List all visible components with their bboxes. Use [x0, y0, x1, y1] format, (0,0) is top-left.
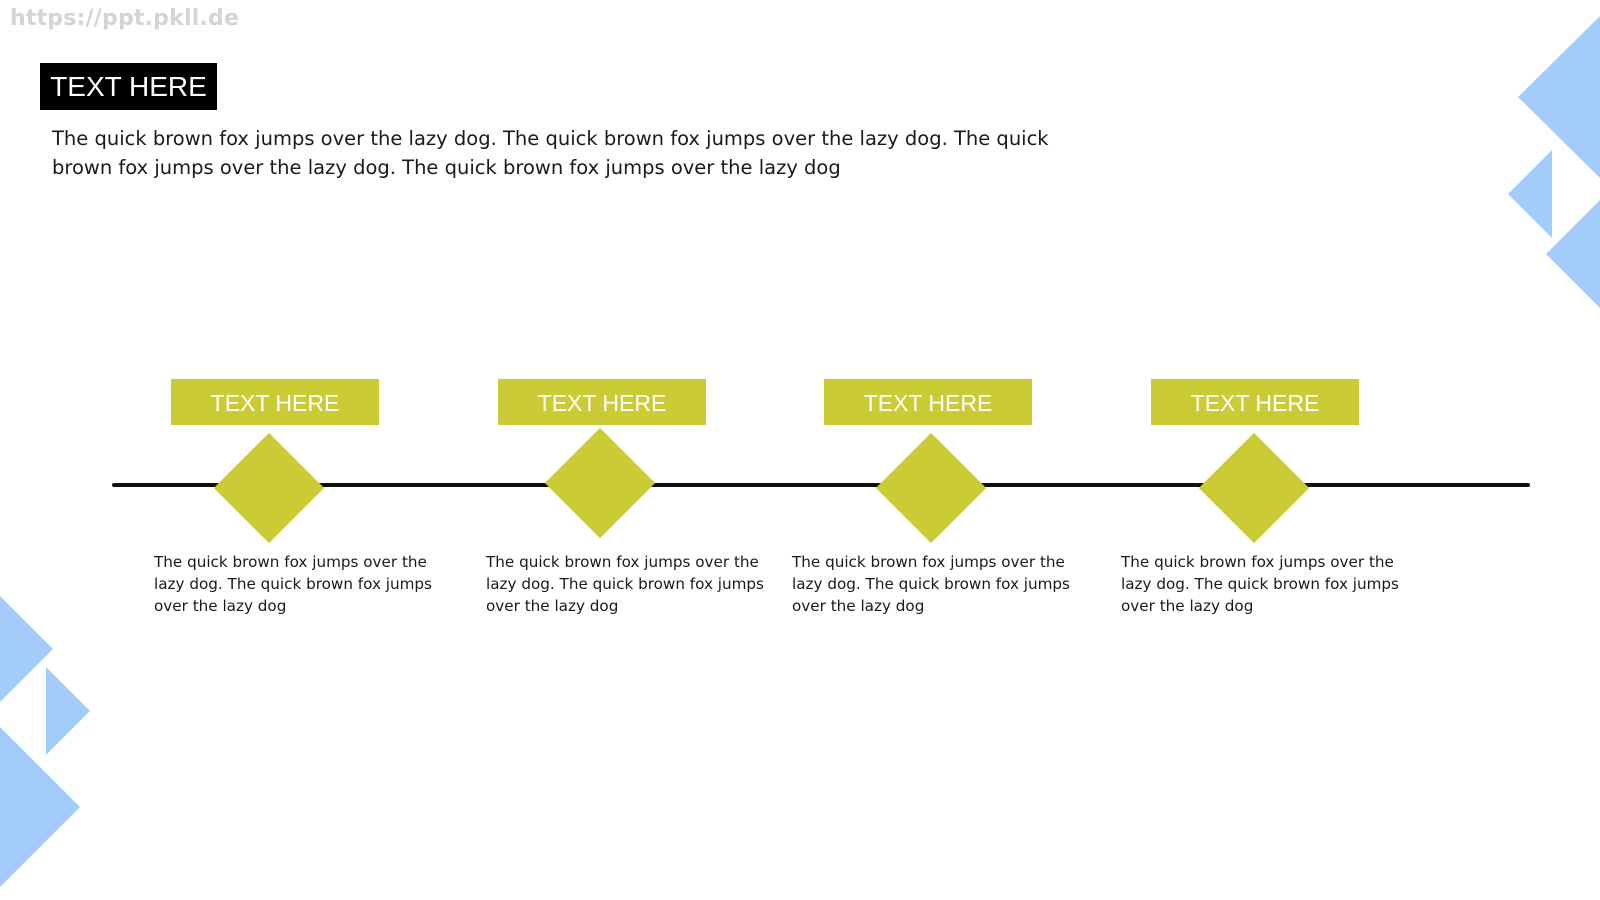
- decor-triangle-top-right-large: [1518, 16, 1600, 178]
- decor-triangle-bottom-left-upper: [0, 596, 53, 702]
- step-4-label: TEXT HERE: [1151, 379, 1359, 425]
- step-3-description: The quick brown fox jumps over the lazy dog. The quick brown fox jumps over the lazy dog: [792, 553, 1070, 615]
- watermark-url: https://ppt.pkll.de: [10, 6, 240, 31]
- step-1-label: TEXT HERE: [171, 379, 379, 425]
- timeline-line: [112, 483, 1530, 487]
- decor-triangle-bottom-left-small: [46, 667, 90, 755]
- intro-paragraph: The quick brown fox jumps over the lazy dog. The quick brown fox jumps over the lazy dog. The quick brown fox jumps over the lazy dog. The quick brown fox jumps over the lazy dog: [52, 127, 1049, 179]
- step-1-description: The quick brown fox jumps over the lazy dog. The quick brown fox jumps over the lazy dog: [154, 553, 432, 615]
- step-2-label: TEXT HERE: [498, 379, 706, 425]
- step-4-description: The quick brown fox jumps over the lazy dog. The quick brown fox jumps over the lazy dog: [1121, 553, 1399, 615]
- page-title: TEXT HERE: [40, 63, 217, 110]
- decor-triangle-top-right-bottom: [1546, 200, 1600, 308]
- step-3-label: TEXT HERE: [824, 379, 1032, 425]
- decor-triangle-top-right-small: [1508, 150, 1552, 238]
- step-2-description: The quick brown fox jumps over the lazy dog. The quick brown fox jumps over the lazy dog: [486, 553, 764, 615]
- decor-triangle-bottom-left-large: [0, 727, 80, 887]
